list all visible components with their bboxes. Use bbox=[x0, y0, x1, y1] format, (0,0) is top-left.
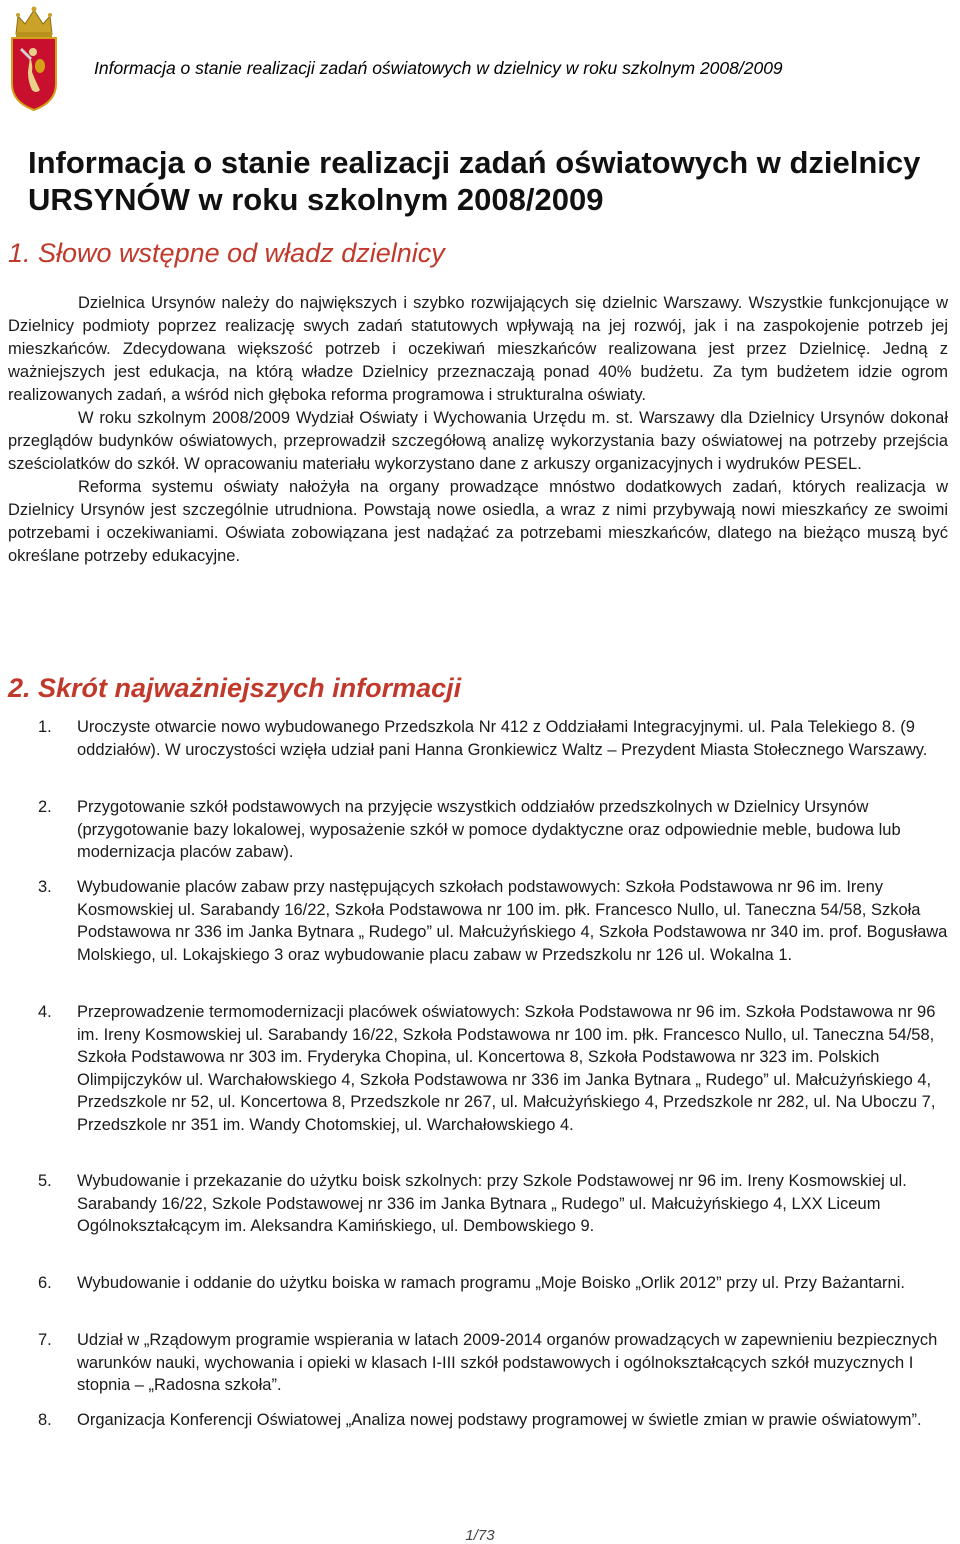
list-item-number: 4. bbox=[38, 1003, 52, 1021]
warsaw-coat-of-arms-icon bbox=[6, 4, 62, 112]
document-title bbox=[28, 144, 948, 218]
intro-section bbox=[8, 292, 948, 568]
page-number: 1/73 bbox=[465, 1527, 495, 1544]
list-item-text: Wybudowanie placów zabaw przy następujących szkołach podstawowych: Szkoła Podstawowa nr 96 im. Ireny Kosmowskiej ul. Sarabandy 16/22, Szkoła Podstawowa nr 100 im. płk. Francesco Nullo, ul. Taneczna 54/58, Szkoła Podstawowa nr 336 im Janka Bytnara „ Rudego” ul. Małcużyńskiego 4, Szkoła Podstawowa nr 340 im. prof. Bogusława Molskiego, ul. Lokajskiego 3 oraz wybudowanie placu zabaw w Przedszkolu nr 126 ul. Wokalna 1. bbox=[77, 878, 948, 964]
list-item-number: 1. bbox=[38, 718, 52, 736]
list-item-number: 8. bbox=[38, 1411, 52, 1429]
intro-paragraph: Dzielnica Ursynów należy do największych i szybko rozwijających się dzielnic Warszawy. Wszystkie funkcjonujące w Dzielnicy podmioty poprzez realizację swych zadań statutowych wpływają na jej rozwój, jak i na zaspokojenie potrzeb jej mieszkańców. Zdecydowana większość potrzeb i oczekiwań mieszkańców realizowana jest przez Dzielnicę. Jedną z ważniejszych jest edukacja, na którą władze Dzielnicy przeznaczają ponad 40% budżetu. Za tym budżetem idzie ogrom realizowanych zadań, a wśród nich głęboka reforma programowa i strukturalna oświaty. bbox=[8, 294, 948, 404]
list-item-text: Wybudowanie i przekazanie do użytku boisk szkolnych: przy Szkole Podstawowej nr 96 im. Ireny Kosmowskiej ul. Sarabandy 16/22, Szkole Podstawowej nr 336 im Janka Bytnara „ Rudego” ul. Małcużyńskiego 4, LXX Liceum Ogólnokształcącym im. Aleksandra Kamińskiego, ul. Dembowskiego 9. bbox=[77, 1172, 907, 1236]
intro-paragraph: Reforma systemu oświaty nałożyła na organy prowadzące mnóstwo dodatkowych zadań, których realizacja w Dzielnicy Ursynów jest szczególnie utrudniona. Powstają nowe osiedla, a wraz z nimi przybywają nowi mieszkańcy ze swoimi potrzebami i oczekiwaniami. Oświata zobowiązana jest nadążać za potrzebami mieszkańców, dlatego na bieżąco muszą być określane potrzeby edukacyjne. bbox=[8, 478, 948, 565]
list-item-text: Udział w „Rządowym programie wspierania w latach 2009-2014 organów prowadzących w zapewnieniu bezpiecznych warunków nauki, wychowania i opieki w klasach I-III szkół podstawowych i ogólnokształcących szkół muzycznych I stopnia – „Radosna szkoła”. bbox=[77, 1331, 938, 1395]
list-item-text: Przeprowadzenie termomodernizacji placówek oświatowych: Szkoła Podstawowa nr 96 im. Szkoła Podstawowa nr 96 im. Ireny Kosmowskiej ul. Sarabandy 16/22, Szkoła Podstawowa nr 100 im. płk. Francesco Nullo, ul. Taneczna 54/58, Szkoła Podstawowa nr 303 im. Fryderyka Chopina, ul. Koncertowa 8, Szkoła Podstawowa nr 323 im. Polskich Olimpijczyków ul. Warchałowskiego 4, Szkoła Podstawowa nr 336 im Janka Bytnara „ Rudego” ul. Małcużyńskiego 4, Przedszkole nr 52, ul. Koncertowa 8, Przedszkole nr 267, ul. Małcużyńskiego 4, Przedszkole nr 282, ul. Na Uboczu 7, Przedszkole nr 351 im. Wandy Chotomskiej, ul. Warchałowskiego 4. bbox=[77, 1003, 936, 1134]
document-title-line2: URSYNÓW w roku szkolnym 2008/2009 bbox=[28, 182, 604, 217]
list-item-number: 5. bbox=[38, 1172, 52, 1190]
list-item-text: Wybudowanie i oddanie do użytku boiska w ramach programu „Moje Boisko „Orlik 2012” przy ul. Przy Bażantarni. bbox=[77, 1274, 905, 1292]
list-item-number: 3. bbox=[38, 878, 52, 896]
list-item-text: Przygotowanie szkół podstawowych na przyjęcie wszystkich oddziałów przedszkolnych w Dzielnicy Ursynów (przygotowanie bazy lokalowej, wyposażenie szkół w pomoce dydaktyczne oraz odpowiednie meble, budowa lub modernizacja placów zabaw). bbox=[77, 798, 901, 862]
document-title-line1: Informacja o stanie realizacji zadań oświatowych w dzielnicy bbox=[28, 145, 921, 180]
list-item-text: Organizacja Konferencji Oświatowej „Analiza nowej podstawy programowej w świetle zmian w prawie oświatowym”. bbox=[77, 1411, 922, 1429]
list-item-number: 2. bbox=[38, 798, 52, 816]
list-item-number: 7. bbox=[38, 1331, 52, 1349]
list-item-number: 6. bbox=[38, 1274, 52, 1292]
section-2-heading: 2. Skrót najważniejszych informacji bbox=[8, 673, 462, 703]
running-header: Informacja o stanie realizacji zadań oświatowych w dzielnicy w roku szkolnym 2008/2009 bbox=[94, 58, 783, 78]
intro-paragraph: W roku szkolnym 2008/2009 Wydział Oświaty i Wychowania Urzędu m. st. Warszawy dla Dzielnicy Ursynów dokonał przeglądów budynków oświatowych, przeprowadził szczegółową analizę wykorzystania bazy oświatowej na potrzeby przejścia sześciolatków do szkół. W opracowaniu materiału wykorzystano dane z arkuszy organizacyjnych i wydruków PESEL. bbox=[8, 409, 948, 473]
list-item-text: Uroczyste otwarcie nowo wybudowanego Przedszkola Nr 412 z Oddziałami Integracyjnymi. ul. Pala Telekiego 8. (9 oddziałów). W uroczystości wzięła udział pani Hanna Gronkiewicz Waltz – Prezydent Miasta Stołecznego Warszawy. bbox=[77, 718, 928, 759]
section-1-heading: 1. Słowo wstępne od władz dzielnicy bbox=[8, 238, 445, 268]
